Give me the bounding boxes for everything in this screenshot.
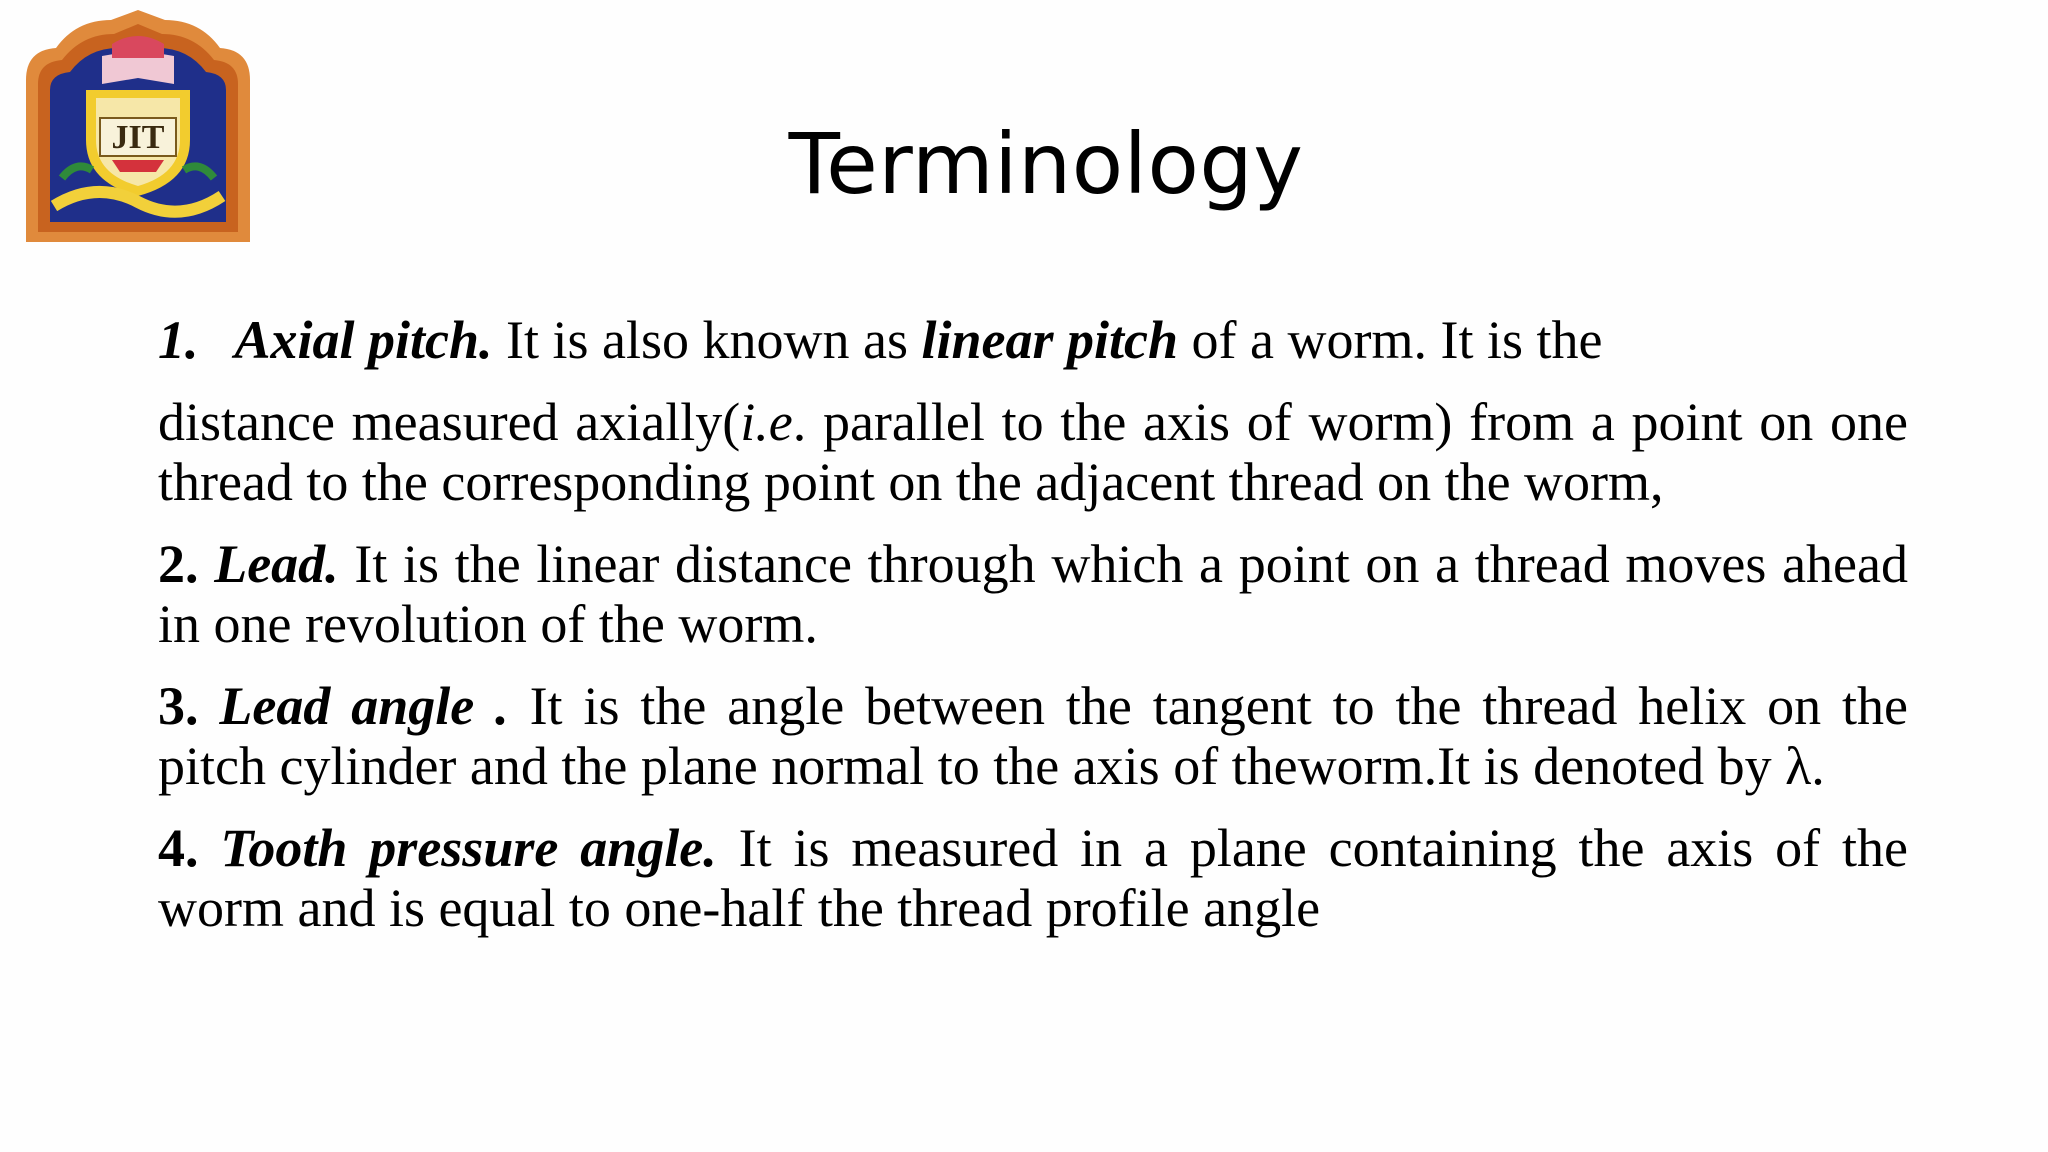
list-item: [158, 534, 1908, 654]
item-term: Tooth pressure angle.: [220, 818, 717, 878]
item-body: It is the linear distance through which a point on a thread moves ahead in one revolution of the worm.: [158, 534, 1908, 654]
item-number: 2.: [158, 534, 199, 594]
item-text: It is also known as: [492, 310, 922, 370]
item-term: Lead angle .: [219, 676, 509, 736]
list-item: [158, 310, 1908, 512]
item-text: of a worm. It is the: [1178, 310, 1603, 370]
item-term: Lead.: [214, 534, 339, 594]
svg-text:JIT: JIT: [111, 119, 165, 156]
item-body: It is measured in a plane containing the axis of the worm and is equal to one-half the thread profile angle: [158, 818, 1909, 938]
item-body: It is the angle between the tangent to the thread helix on the pitch cylinder and the plane normal to the axis of theworm.It is denoted by λ.: [158, 676, 1908, 796]
item-number: 3.: [158, 676, 199, 736]
item-lead-line: [158, 310, 1908, 370]
item-body: . parallel to the axis of worm) from a point on one thread to the corresponding point on the adjacent thread on the worm,: [158, 392, 1908, 512]
list-item: [158, 818, 1908, 938]
list-item: [158, 676, 1908, 796]
page-title: Terminology: [788, 115, 1304, 213]
item-term: Axial pitch.: [234, 310, 493, 370]
item-emphasis: linear pitch: [921, 310, 1179, 370]
item-body: distance measured axially(: [158, 392, 741, 452]
item-number: 4.: [158, 818, 199, 878]
item-number: 1.: [158, 310, 199, 370]
item-body-italic: i.e: [740, 392, 793, 452]
terminology-list: [158, 310, 1908, 960]
